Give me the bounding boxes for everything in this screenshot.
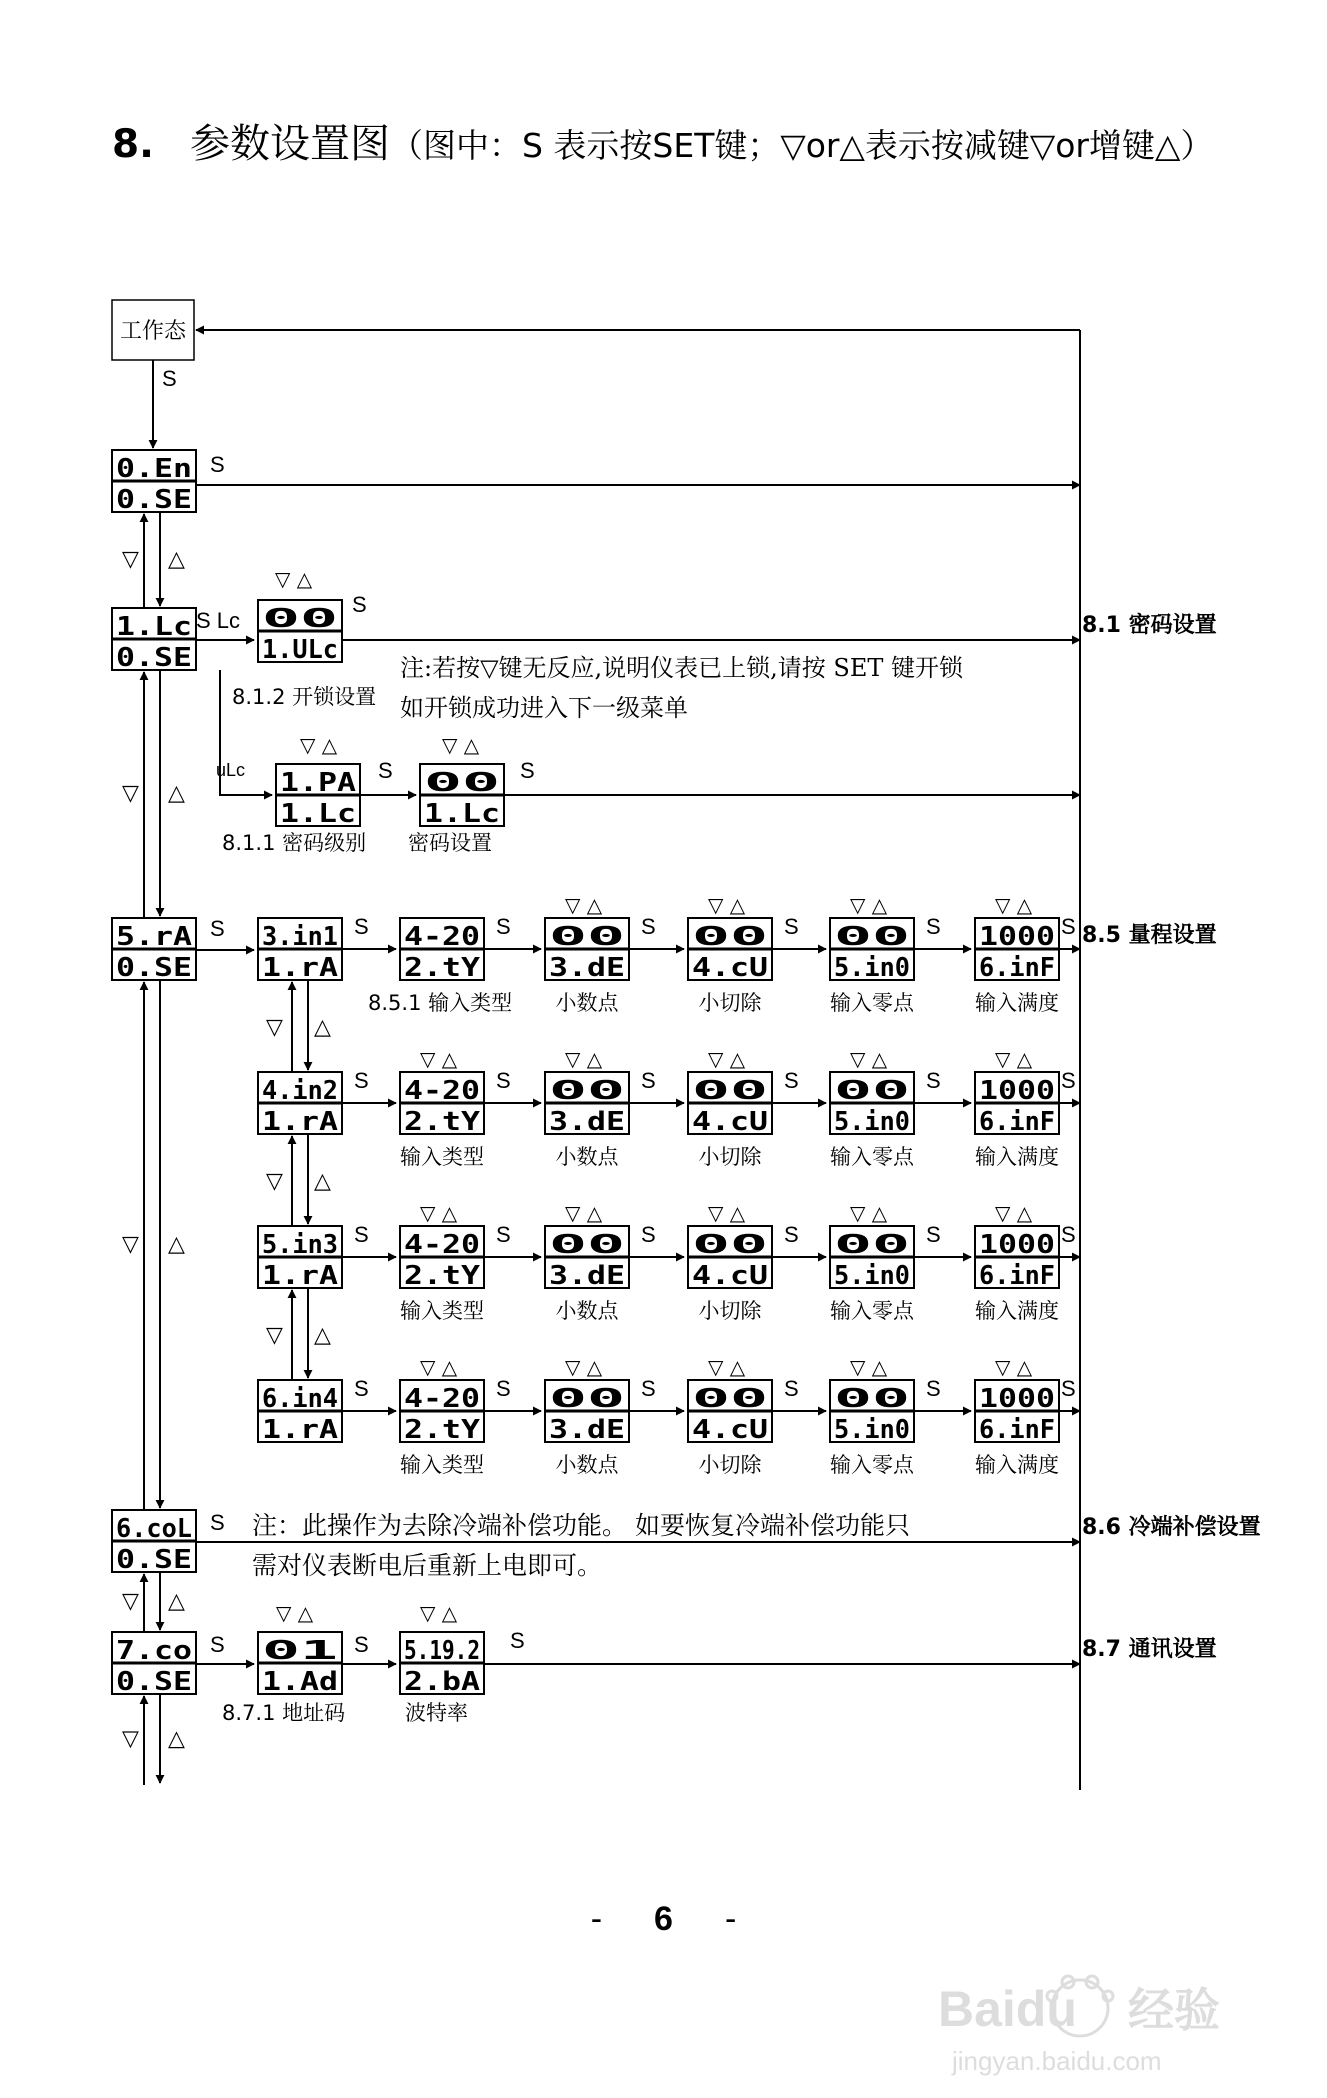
key-s-work: S [162, 366, 177, 391]
ch1-keys-4: ▽ △ [850, 893, 888, 917]
key-s-ch4-p1: S [354, 1376, 369, 1401]
ch4-param-3 [688, 1380, 772, 1445]
channel-box-4 [258, 1380, 342, 1445]
ch3-label-1: 输入类型 [400, 1299, 484, 1323]
ch4-param-2-top: 00 [549, 1384, 625, 1414]
ch2-param-2 [545, 1072, 629, 1137]
ch3-param-1-bottom: 2.tY [404, 1261, 481, 1291]
ch4-param-1 [400, 1380, 484, 1445]
ch3-param-1 [400, 1226, 484, 1291]
ch1-label-2: 小数点 [555, 991, 619, 1015]
key-s-ch1-p3: S [641, 914, 656, 939]
channel-box-3-top: 5.in3 [262, 1230, 338, 1260]
lock-note-2: 如开锁成功进入下一级菜单 [400, 694, 688, 722]
key-s-ch2-end: S [1061, 1068, 1076, 1093]
heading-number: 8. [112, 122, 154, 167]
ch3-keys-2: ▽ △ [565, 1201, 603, 1225]
level-box [276, 764, 360, 829]
ch2-param-5-bottom: 6.inF [979, 1107, 1055, 1137]
ch4-label-1: 输入类型 [400, 1453, 484, 1477]
ch1-label-5: 输入满度 [975, 991, 1059, 1015]
menu-box-2 [112, 918, 196, 983]
ch1-first-label: 8.5.1 输入类型 [368, 991, 513, 1015]
ch2-param-1-top: 4-20 [404, 1076, 480, 1106]
watermark-url: jingyan.baidu.com [952, 2046, 1162, 2076]
ch4-keys-2: ▽ △ [565, 1355, 603, 1379]
ch2-label-3: 小切除 [698, 1145, 762, 1169]
ch4-keys-5: ▽ △ [995, 1355, 1033, 1379]
menu-box-3-bottom: 0.SE [116, 1545, 192, 1575]
addr-keys: ▽ △ [276, 1601, 314, 1625]
page-dash-right: - [724, 1900, 737, 1938]
page-footer [0, 1900, 1327, 1939]
label-87: 8.7 通讯设置 [1082, 1637, 1217, 1662]
ch1-param-5-bottom: 6.inF [979, 953, 1055, 983]
key-s-unlock: S [352, 592, 367, 617]
ch1-param-2-bottom: 3.dE [549, 953, 625, 983]
ch2-keys-3: ▽ △ [708, 1047, 746, 1071]
ch-up-key-1: △ [314, 1169, 331, 1194]
channel-box-4-top: 6.in4 [262, 1384, 338, 1414]
ch3-keys-5: ▽ △ [995, 1201, 1033, 1225]
lock-note-1: 注:若按▽键无反应,说明仪表已上锁,请按 SET 键开锁 [400, 654, 964, 682]
ch4-param-3-bottom: 4.cU [692, 1415, 768, 1445]
ch3-param-4-top: 00 [834, 1230, 910, 1260]
baud-keys: ▽ △ [420, 1601, 458, 1625]
channel-box-3 [258, 1226, 342, 1291]
watermark-product: 经验 [1128, 1983, 1220, 2037]
menu-box-0-bottom: 0.SE [116, 485, 192, 515]
key-s-ch1-p4: S [784, 914, 799, 939]
key-ulc: uLc [216, 760, 246, 780]
menu-box-0-top: 0.En [116, 454, 192, 484]
menu-down-key-2: ▽ [122, 1232, 139, 1257]
key-s-ch2-p4: S [784, 1068, 799, 1093]
ch3-param-3-bottom: 4.cU [692, 1261, 768, 1291]
ch4-param-5-bottom: 6.inF [979, 1415, 1055, 1445]
ch3-param-4 [830, 1226, 914, 1291]
key-s-range: S [210, 916, 225, 941]
menu-down-key-4: ▽ [122, 1726, 139, 1752]
menu-box-4-bottom: 0.SE [116, 1667, 192, 1697]
ch3-param-3 [688, 1226, 772, 1291]
channel-box-1-top: 3.in1 [262, 922, 338, 952]
ch3-param-3-top: 00 [692, 1230, 768, 1260]
channel-box-2 [258, 1072, 342, 1137]
menu-box-1-bottom: 0.SE [116, 643, 192, 673]
channel-box-1-bottom: 1.rA [262, 953, 339, 983]
level-box-bottom: 1.Lc [280, 799, 356, 829]
key-s-open: S [210, 452, 225, 477]
menu-down-key-3: ▽ [122, 1589, 139, 1614]
ch3-keys-1: ▽ △ [420, 1201, 458, 1225]
menu-box-1-top: 1.Lc [116, 612, 192, 642]
ch1-param-5 [975, 918, 1059, 983]
ch4-keys-1: ▽ △ [420, 1355, 458, 1379]
ch1-label-3: 小切除 [698, 991, 762, 1015]
ch2-param-5-top: 1000 [979, 1076, 1055, 1106]
watermark-brand: Baidu [938, 1981, 1077, 2037]
key-s-lc: S Lc [196, 608, 241, 633]
ch4-param-1-top: 4-20 [404, 1384, 480, 1414]
key-s-ch4-end: S [1061, 1376, 1076, 1401]
ch2-label-4: 输入零点 [830, 1145, 914, 1169]
ch4-param-4-bottom: 5.in0 [834, 1415, 910, 1445]
ch2-keys-4: ▽ △ [850, 1047, 888, 1071]
ch1-param-1 [400, 918, 484, 983]
key-s-ch3-p2: S [496, 1222, 511, 1247]
ch1-param-3 [688, 918, 772, 983]
ch3-keys-4: ▽ △ [850, 1201, 888, 1225]
menu-box-1 [112, 608, 196, 673]
ch3-param-5 [975, 1226, 1059, 1291]
ch4-param-2-bottom: 3.dE [549, 1415, 625, 1445]
ch2-label-5: 输入满度 [975, 1145, 1059, 1169]
baud-box-bottom: 2.bA [404, 1667, 481, 1697]
unlock-label: 8.1.2 开锁设置 [232, 685, 377, 709]
addr-box-bottom: 1.Ad [262, 1667, 338, 1697]
unlock-box [258, 600, 342, 665]
menu-up-key-3: △ [168, 1589, 185, 1614]
ch1-param-4-bottom: 5.in0 [834, 953, 910, 983]
channel-box-4-bottom: 1.rA [262, 1415, 339, 1445]
pwd-keys: ▽ △ [442, 733, 480, 757]
ch2-param-1 [400, 1072, 484, 1137]
menu-up-key-2: △ [168, 1232, 185, 1257]
addr-label: 8.7.1 地址码 [222, 1701, 346, 1725]
ch1-param-1-top: 4-20 [404, 922, 480, 952]
menu-box-2-bottom: 0.SE [116, 953, 192, 983]
ch1-param-4-top: 00 [834, 922, 910, 952]
key-s-ch1-p2: S [496, 914, 511, 939]
ch1-param-3-top: 00 [692, 922, 768, 952]
ch3-param-5-top: 1000 [979, 1230, 1055, 1260]
ch2-param-3-top: 00 [692, 1076, 768, 1106]
ch-down-key-2: ▽ [266, 1323, 283, 1348]
ch3-param-2-top: 00 [549, 1230, 625, 1260]
ch3-label-5: 输入满度 [975, 1299, 1059, 1323]
key-s-ch3-p1: S [354, 1222, 369, 1247]
menu-down-key-0: ▽ [122, 547, 139, 572]
page-number: 6 [654, 1900, 673, 1938]
baud-box-top: 5.19.2 [404, 1636, 480, 1666]
key-s-pwd: S [520, 758, 535, 783]
ch3-label-4: 输入零点 [830, 1299, 914, 1323]
ch2-param-3 [688, 1072, 772, 1137]
menu-box-2-top: 5.rA [116, 922, 193, 952]
menu-box-4-top: 7.co [116, 1636, 192, 1666]
ch2-label-1: 输入类型 [400, 1145, 484, 1169]
ch2-param-4 [830, 1072, 914, 1137]
unlock-keys: ▽ △ [275, 567, 313, 591]
ch4-param-4 [830, 1380, 914, 1445]
ch3-keys-3: ▽ △ [708, 1201, 746, 1225]
ch4-label-3: 小切除 [698, 1453, 762, 1477]
ch3-param-4-bottom: 5.in0 [834, 1261, 910, 1291]
cold-note-2: 需对仪表断电后重新上电即可。 [252, 1551, 603, 1580]
key-s-ch3-p5: S [926, 1222, 941, 1247]
key-s-level: S [378, 758, 393, 783]
level-label: 8.1.1 密码级别 [222, 831, 367, 855]
key-s-ch2-p2: S [496, 1068, 511, 1093]
level-keys: ▽ △ [300, 733, 338, 757]
key-s-ch2-p3: S [641, 1068, 656, 1093]
menu-up-key-1: △ [168, 781, 185, 806]
key-s-ch1-end: S [1061, 914, 1076, 939]
ch4-param-4-top: 00 [834, 1384, 910, 1414]
ch1-param-5-top: 1000 [979, 922, 1055, 952]
ch1-label-4: 输入零点 [830, 991, 914, 1015]
ch4-label-2: 小数点 [555, 1453, 619, 1477]
key-s-ch2-p5: S [926, 1068, 941, 1093]
ch1-keys-2: ▽ △ [565, 893, 603, 917]
ch2-param-2-bottom: 3.dE [549, 1107, 625, 1137]
ch1-param-2-top: 00 [549, 922, 625, 952]
work-state-label: 工作态 [119, 319, 187, 344]
channel-box-2-bottom: 1.rA [262, 1107, 339, 1137]
ch1-keys-3: ▽ △ [708, 893, 746, 917]
ch4-param-1-bottom: 2.tY [404, 1415, 481, 1445]
level-box-top: 1.PA [280, 768, 357, 798]
menu-box-3 [112, 1510, 196, 1575]
unlock-box-bottom: 1.ULc [262, 635, 338, 665]
key-s-ch3-end: S [1061, 1222, 1076, 1247]
ch3-param-2 [545, 1226, 629, 1291]
menu-box-0 [112, 450, 196, 515]
ch2-param-2-top: 00 [549, 1076, 625, 1106]
unlock-box-top: 00 [262, 604, 338, 634]
key-s-ch3-p3: S [641, 1222, 656, 1247]
channel-box-3-bottom: 1.rA [262, 1261, 339, 1291]
ch2-param-1-bottom: 2.tY [404, 1107, 481, 1137]
ch2-param-3-bottom: 4.cU [692, 1107, 768, 1137]
ch1-param-3-bottom: 4.cU [692, 953, 768, 983]
ch4-param-5 [975, 1380, 1059, 1445]
baud-label: 波特率 [405, 1701, 468, 1725]
ch1-keys-5: ▽ △ [995, 893, 1033, 917]
ch3-param-1-top: 4-20 [404, 1230, 480, 1260]
key-s-ch1-p1: S [354, 914, 369, 939]
pwd-box [420, 764, 504, 829]
label-85: 8.5 量程设置 [1082, 923, 1217, 948]
ch2-label-2: 小数点 [555, 1145, 619, 1169]
ch3-param-5-bottom: 6.inF [979, 1261, 1055, 1291]
key-s-ch4-p2: S [496, 1376, 511, 1401]
key-s-ch3-p4: S [784, 1222, 799, 1247]
key-s-ch4-p4: S [784, 1376, 799, 1401]
ch2-keys-5: ▽ △ [995, 1047, 1033, 1071]
ch2-param-4-top: 00 [834, 1076, 910, 1106]
ch-down-key-0: ▽ [266, 1015, 283, 1040]
page-dash-left: - [590, 1900, 603, 1938]
key-s-baud: S [510, 1628, 525, 1653]
addr-box-top: 01 [262, 1636, 338, 1666]
ch3-param-2-bottom: 3.dE [549, 1261, 625, 1291]
key-s-cold: S [210, 1510, 225, 1535]
channel-box-1 [258, 918, 342, 983]
menu-box-4 [112, 1632, 196, 1697]
pwd-box-top: 00 [424, 768, 500, 798]
baidu-watermark-logo [932, 1960, 1262, 2080]
ch3-label-3: 小切除 [698, 1299, 762, 1323]
channel-box-2-top: 4.in2 [262, 1076, 338, 1106]
ch2-keys-2: ▽ △ [565, 1047, 603, 1071]
ch-down-key-1: ▽ [266, 1169, 283, 1194]
pwd-box-bottom: 1.Lc [424, 799, 500, 829]
cold-note-1: 注：此操作为去除冷端补偿功能。 如要恢复冷端补偿功能只 [252, 1511, 910, 1540]
ch1-param-1-bottom: 2.tY [404, 953, 481, 983]
ch1-param-2 [545, 918, 629, 983]
key-s-ch2-p1: S [354, 1068, 369, 1093]
ch4-param-5-top: 1000 [979, 1384, 1055, 1414]
menu-box-3-top: 6.coL [116, 1514, 192, 1544]
ch2-keys-1: ▽ △ [420, 1047, 458, 1071]
ch4-param-3-top: 00 [692, 1384, 768, 1414]
ch4-label-5: 输入满度 [975, 1453, 1059, 1477]
ch-up-key-2: △ [314, 1323, 331, 1348]
ch-up-key-0: △ [314, 1015, 331, 1040]
ch3-label-2: 小数点 [555, 1299, 619, 1323]
ch4-label-4: 输入零点 [830, 1453, 914, 1477]
ch1-param-4 [830, 918, 914, 983]
key-s-addr: S [354, 1632, 369, 1657]
ch4-keys-4: ▽ △ [850, 1355, 888, 1379]
menu-down-key-1: ▽ [122, 781, 139, 806]
key-s-ch1-p5: S [926, 914, 941, 939]
key-s-ch4-p5: S [926, 1376, 941, 1401]
ch2-param-4-bottom: 5.in0 [834, 1107, 910, 1137]
baud-box [400, 1632, 484, 1697]
key-s-ch4-p3: S [641, 1376, 656, 1401]
menu-up-key-0: △ [168, 547, 185, 572]
label-86: 8.6 冷端补偿设置 [1082, 1515, 1261, 1540]
heading-note: （图中：S 表示按SET键；▽or△表示按减键▽or增键△） [389, 126, 1214, 165]
heading-title: 参数设置图 [189, 121, 390, 167]
ch4-param-2 [545, 1380, 629, 1445]
ch4-keys-3: ▽ △ [708, 1355, 746, 1379]
label-81: 8.1 密码设置 [1082, 613, 1217, 638]
addr-box [258, 1632, 342, 1697]
ch2-param-5 [975, 1072, 1059, 1137]
key-s-comm: S [210, 1632, 225, 1657]
menu-up-key-4: △ [168, 1726, 185, 1752]
pwd-label: 密码设置 [408, 831, 492, 855]
